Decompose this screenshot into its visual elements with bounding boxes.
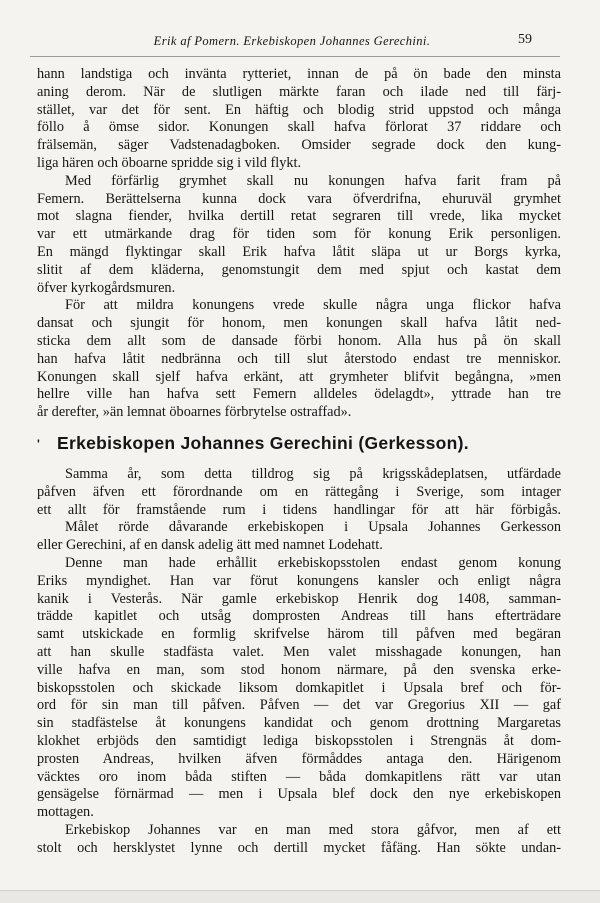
text-line: han hafva låtit nedbränna och till slut återstodo endast tre menniskor.	[37, 350, 561, 367]
text-line: Denne man hade erhållit erkebiskopsstolen endast genom konung	[65, 554, 561, 571]
text-line: aning derom. När de slutligen märkte faran och ilade ned till färj-	[37, 83, 561, 100]
text-line: stället, var det för sent. En häftig och blodig strid uppstod och många	[37, 101, 561, 118]
section-heading	[37, 433, 561, 454]
text-line: ville hafva en man, som stod honom närmare, på den svenska erke-	[37, 661, 561, 678]
text-line: gensägelse förnärmad — men i Upsala blef dock den nye erkebiskopen	[37, 786, 561, 803]
text-line: hellre ville han hafva sett Femern alldeles ödelagdt», yttrade han tre	[37, 386, 561, 403]
text-line: trädde kapitlet och utsåg domprosten Andreas till hans efterträdare	[37, 608, 561, 625]
text-line: samt utskickade en formlig skrifvelse härom till påfven med begäran	[37, 626, 561, 643]
text-line: liga hären och öboarne spridde sig i vild flykt.	[37, 154, 302, 171]
text-line: Erkebiskop Johannes var en man med stora gåfvor, men af ett	[65, 821, 561, 838]
text-line: sin stadfästelse åt konungens kandidat och genom drottning Margaretas	[37, 715, 561, 732]
text-line: frälsemän, säger Vadstenadagboken. Omsider segrade dock den kung-	[37, 137, 561, 154]
text-line: ord för sin man till påfven. Påfven — det var Gregorius XII — gaf	[37, 697, 561, 714]
section-heading-text: Erkebiskopen Johannes Gerechini (Gerkesson).	[57, 433, 469, 453]
text-line: Konungen skall sjelf hafva erkänt, att grymheter blifvit begångna, »men	[37, 368, 561, 385]
text-line: år derefter, »än lemnat öboarnes förbrytelse ostraffad».	[37, 404, 352, 421]
page-number: 59	[518, 32, 532, 47]
text-line: sticka dem allt som de dansade förbi honom. Alla hus på ön skall	[37, 332, 561, 349]
text-line: slitit af dem kläderna, genomstungit dem med spjut och kastat dem	[37, 261, 561, 278]
section-2-text	[37, 466, 561, 858]
text-line: hann landstiga och invänta rytteriet, innan de på ön bade den minsta	[37, 66, 561, 82]
text-line: påfven äfven ett förordnande om en rättegång i Sverige, som intager	[37, 483, 561, 500]
text-line: dansat och sjungit för honom, men konungen skall hafva låtit ned-	[37, 315, 561, 332]
text-line: var ett utmärkande drag för tiden som för konung Erik personligen.	[37, 226, 561, 243]
text-line: mottagen.	[37, 804, 94, 821]
running-head: Erik af Pomern. Erkebiskopen Johannes Gerechini.	[153, 34, 431, 48]
bullet-mark-icon: '	[37, 437, 41, 452]
text-line: Målet rörde dåvarande erkebiskopen i Upsala Johannes Gerkesson	[65, 519, 561, 536]
header-rule	[30, 56, 560, 57]
text-line: Samma år, som detta tilldrog sig på krigsskådeplatsen, utfärdade	[65, 466, 561, 482]
text-line: ett allt för framstående rum i tidens handlingar för att här förbigås.	[37, 501, 561, 518]
text-line: Eriks myndighet. Han var förut konungens kansler och enligt några	[37, 572, 561, 589]
text-line: En mängd flyktingar skall Erik hafva låtit släpa ut ur Borgs kyrka,	[37, 243, 561, 260]
scan-edge	[0, 890, 600, 903]
text-line: föllo å ömse sidor. Konungen skall hafva förlorat 37 riddare och	[37, 119, 561, 136]
text-line: öfver kyrkogårdsmuren.	[37, 279, 176, 296]
text-line: mot slagna fiender, hvilka dertill retat segraren till vrede, lika mycket	[37, 208, 561, 225]
text-line: Med förfärlig grymhet skall nu konungen hafva farit fram på	[65, 172, 561, 189]
text-line: klokhet erbjöds den samtidigt lediga biskopsstolen i Strengnäs åt dom-	[37, 732, 561, 749]
text-line: prosten Andreas, hvilken äfven förmåddes antaga den. Härigenom	[37, 750, 561, 767]
text-line: att han skulle stadfästa valet. Men valet misshagade konungen, han	[37, 643, 561, 660]
text-line: kanik i Vesterås. När gamle erkebiskop Henrik dog 1408, samman-	[37, 590, 561, 607]
text-line: stolt och hersklystet lynne och dertill mycket fåfäng. Han sökte undan-	[37, 839, 561, 856]
text-line: eller Gerechini, af en dansk adelig ätt med namnet Lodehatt.	[37, 537, 383, 554]
text-line: För att mildra konungens vrede skulle några unga flickor hafva	[65, 297, 561, 314]
text-line: biskopsstolen och skickade liksom domkapitlet i Upsala bref och för-	[37, 679, 561, 696]
text-line: väcktes oro inom båda stiften — båda domkapitlens rätt var utan	[37, 768, 561, 785]
text-line: Femern. Berättelserna kunna dock vara öfverdrifna, ehuruväl grymhet	[37, 190, 561, 207]
section-1-text	[37, 66, 561, 422]
